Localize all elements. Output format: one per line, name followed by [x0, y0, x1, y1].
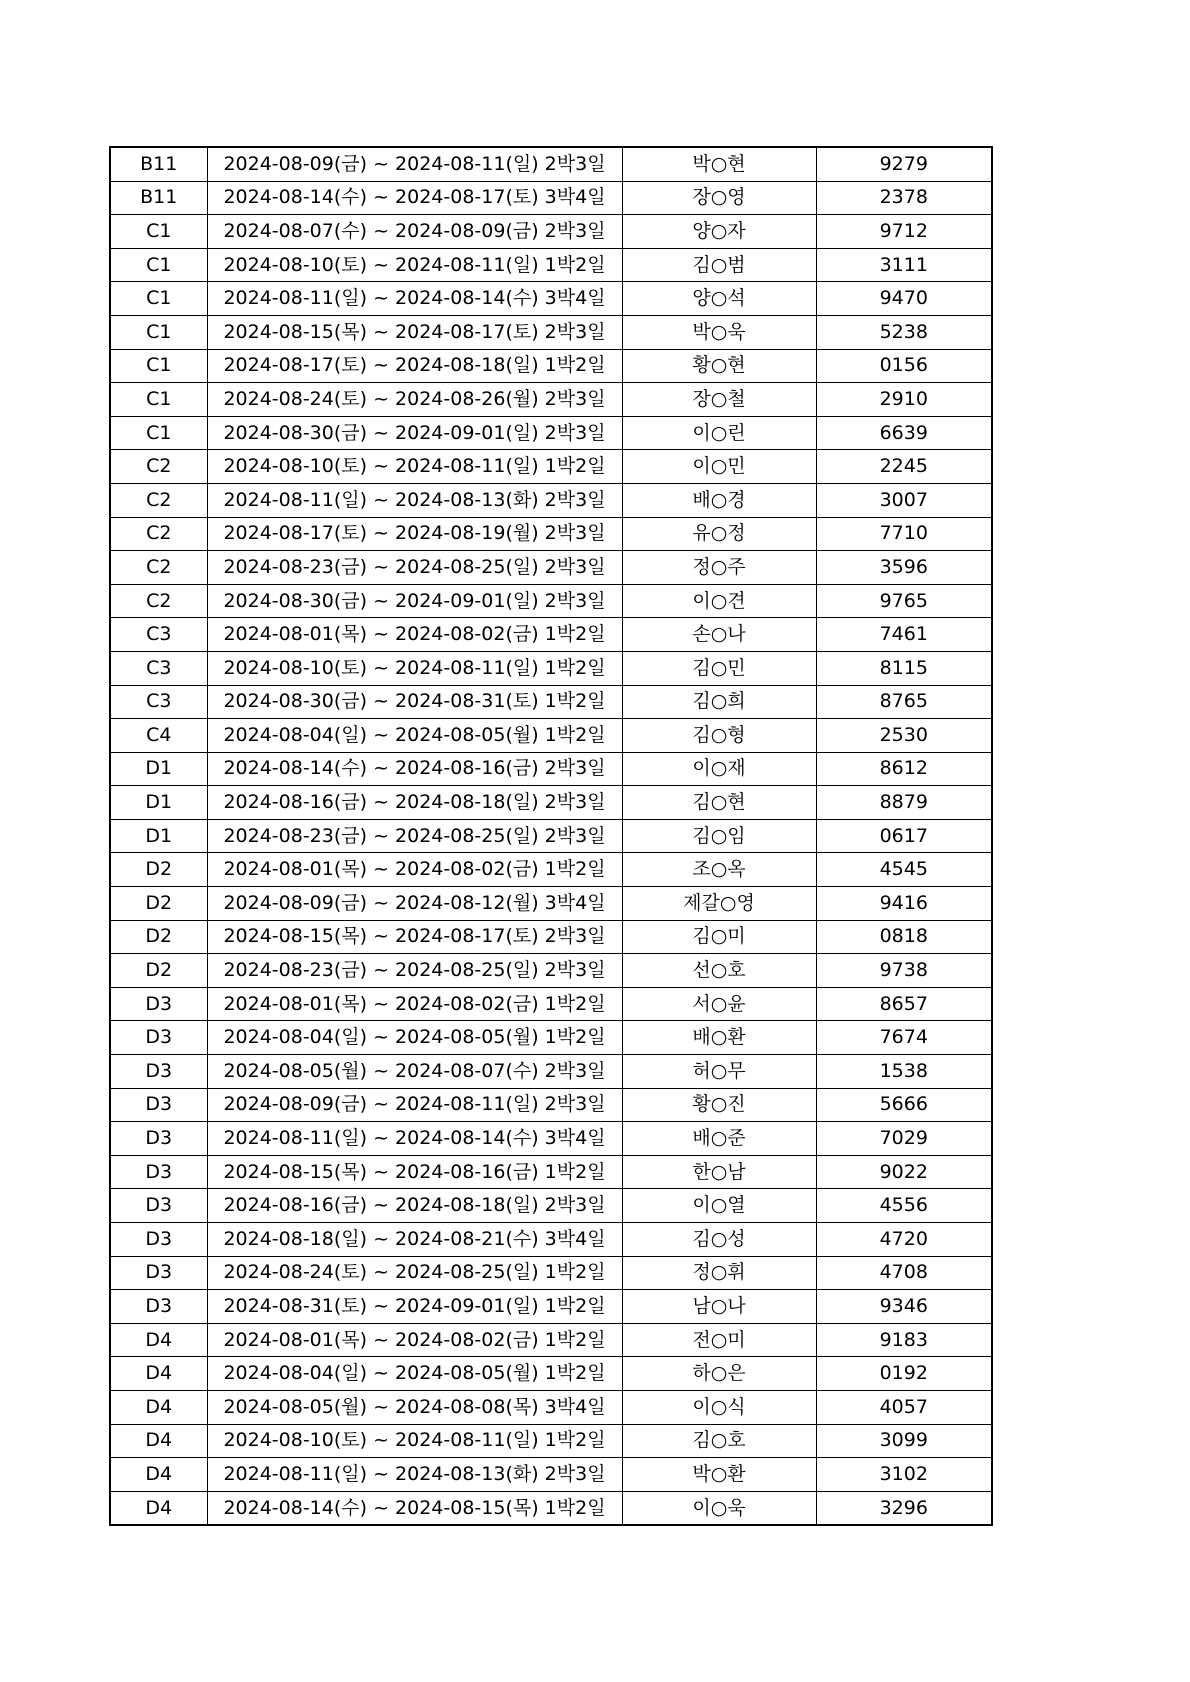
room-cell: B11 [110, 147, 207, 181]
stay-period-cell: 2024-08-15(목) ~ 2024-08-17(토) 2박3일 [207, 315, 622, 349]
table-row [110, 752, 992, 786]
table-row [110, 1122, 992, 1156]
phone-last-digits-cell: 9022 [816, 1155, 992, 1189]
stay-period-cell: 2024-08-23(금) ~ 2024-08-25(일) 2박3일 [207, 954, 622, 988]
phone-last-digits-cell: 7674 [816, 1021, 992, 1055]
stay-period-cell: 2024-08-09(금) ~ 2024-08-11(일) 2박3일 [207, 1088, 622, 1122]
guest-name-cell: 황○진 [622, 1088, 816, 1122]
guest-name-cell: 서○윤 [622, 987, 816, 1021]
guest-name-cell: 박○환 [622, 1458, 816, 1492]
room-cell: D2 [110, 954, 207, 988]
guest-name-cell: 김○범 [622, 248, 816, 282]
stay-period-cell: 2024-08-10(토) ~ 2024-08-11(일) 1박2일 [207, 450, 622, 484]
phone-last-digits-cell: 3111 [816, 248, 992, 282]
room-cell: D3 [110, 1055, 207, 1089]
guest-name-cell: 김○임 [622, 819, 816, 853]
room-cell: C1 [110, 215, 207, 249]
table-row [110, 887, 992, 921]
stay-period-cell: 2024-08-14(수) ~ 2024-08-17(토) 3박4일 [207, 181, 622, 215]
reservation-table-body [110, 147, 992, 1525]
phone-last-digits-cell: 9183 [816, 1323, 992, 1357]
stay-period-cell: 2024-08-23(금) ~ 2024-08-25(일) 2박3일 [207, 551, 622, 585]
table-row [110, 1021, 992, 1055]
stay-period-cell: 2024-08-16(금) ~ 2024-08-18(일) 2박3일 [207, 786, 622, 820]
table-row [110, 248, 992, 282]
guest-name-cell: 남○나 [622, 1290, 816, 1324]
room-cell: D3 [110, 1155, 207, 1189]
phone-last-digits-cell: 3596 [816, 551, 992, 585]
guest-name-cell: 장○영 [622, 181, 816, 215]
stay-period-cell: 2024-08-01(목) ~ 2024-08-02(금) 1박2일 [207, 853, 622, 887]
guest-name-cell: 선○호 [622, 954, 816, 988]
room-cell: C2 [110, 551, 207, 585]
table-row [110, 181, 992, 215]
reservation-table [109, 146, 993, 1526]
guest-name-cell: 이○재 [622, 752, 816, 786]
phone-last-digits-cell: 7029 [816, 1122, 992, 1156]
table-row [110, 1357, 992, 1391]
room-cell: D3 [110, 1189, 207, 1223]
room-cell: D2 [110, 920, 207, 954]
table-row [110, 719, 992, 753]
table-row [110, 1256, 992, 1290]
table-row [110, 1290, 992, 1324]
guest-name-cell: 이○식 [622, 1390, 816, 1424]
room-cell: C2 [110, 483, 207, 517]
room-cell: C1 [110, 383, 207, 417]
table-row [110, 383, 992, 417]
table-row [110, 1323, 992, 1357]
phone-last-digits-cell: 8879 [816, 786, 992, 820]
room-cell: C1 [110, 282, 207, 316]
phone-last-digits-cell: 0192 [816, 1357, 992, 1391]
room-cell: D3 [110, 1122, 207, 1156]
guest-name-cell: 박○현 [622, 147, 816, 181]
table-row [110, 819, 992, 853]
phone-last-digits-cell: 4556 [816, 1189, 992, 1223]
table-row [110, 1088, 992, 1122]
stay-period-cell: 2024-08-23(금) ~ 2024-08-25(일) 2박3일 [207, 819, 622, 853]
table-row [110, 618, 992, 652]
phone-last-digits-cell: 9416 [816, 887, 992, 921]
stay-period-cell: 2024-08-10(토) ~ 2024-08-11(일) 1박2일 [207, 248, 622, 282]
table-row [110, 1189, 992, 1223]
table-row [110, 987, 992, 1021]
table-row [110, 483, 992, 517]
stay-period-cell: 2024-08-04(일) ~ 2024-08-05(월) 1박2일 [207, 1357, 622, 1391]
stay-period-cell: 2024-08-04(일) ~ 2024-08-05(월) 1박2일 [207, 719, 622, 753]
guest-name-cell: 김○희 [622, 685, 816, 719]
phone-last-digits-cell: 8657 [816, 987, 992, 1021]
table-row [110, 1390, 992, 1424]
phone-last-digits-cell: 4708 [816, 1256, 992, 1290]
stay-period-cell: 2024-08-09(금) ~ 2024-08-11(일) 2박3일 [207, 147, 622, 181]
stay-period-cell: 2024-08-11(일) ~ 2024-08-14(수) 3박4일 [207, 282, 622, 316]
phone-last-digits-cell: 7710 [816, 517, 992, 551]
stay-period-cell: 2024-08-11(일) ~ 2024-08-13(화) 2박3일 [207, 483, 622, 517]
table-row [110, 853, 992, 887]
phone-last-digits-cell: 5238 [816, 315, 992, 349]
guest-name-cell: 제갈○영 [622, 887, 816, 921]
stay-period-cell: 2024-08-04(일) ~ 2024-08-05(월) 1박2일 [207, 1021, 622, 1055]
stay-period-cell: 2024-08-05(월) ~ 2024-08-07(수) 2박3일 [207, 1055, 622, 1089]
stay-period-cell: 2024-08-24(토) ~ 2024-08-26(월) 2박3일 [207, 383, 622, 417]
table-row [110, 1458, 992, 1492]
table-row [110, 1055, 992, 1089]
guest-name-cell: 정○휘 [622, 1256, 816, 1290]
room-cell: D3 [110, 1223, 207, 1257]
room-cell: D1 [110, 786, 207, 820]
stay-period-cell: 2024-08-09(금) ~ 2024-08-12(월) 3박4일 [207, 887, 622, 921]
room-cell: D4 [110, 1357, 207, 1391]
stay-period-cell: 2024-08-10(토) ~ 2024-08-11(일) 1박2일 [207, 1424, 622, 1458]
stay-period-cell: 2024-08-24(토) ~ 2024-08-25(일) 1박2일 [207, 1256, 622, 1290]
phone-last-digits-cell: 9765 [816, 584, 992, 618]
guest-name-cell: 김○형 [622, 719, 816, 753]
stay-period-cell: 2024-08-05(월) ~ 2024-08-08(목) 3박4일 [207, 1390, 622, 1424]
guest-name-cell: 하○은 [622, 1357, 816, 1391]
phone-last-digits-cell: 7461 [816, 618, 992, 652]
table-row [110, 1491, 992, 1525]
guest-name-cell: 김○호 [622, 1424, 816, 1458]
guest-name-cell: 배○준 [622, 1122, 816, 1156]
phone-last-digits-cell: 2378 [816, 181, 992, 215]
phone-last-digits-cell: 9738 [816, 954, 992, 988]
stay-period-cell: 2024-08-11(일) ~ 2024-08-14(수) 3박4일 [207, 1122, 622, 1156]
table-row [110, 315, 992, 349]
phone-last-digits-cell: 0156 [816, 349, 992, 383]
stay-period-cell: 2024-08-01(목) ~ 2024-08-02(금) 1박2일 [207, 987, 622, 1021]
guest-name-cell: 박○욱 [622, 315, 816, 349]
room-cell: C3 [110, 651, 207, 685]
table-row [110, 1424, 992, 1458]
room-cell: C3 [110, 685, 207, 719]
room-cell: D3 [110, 1256, 207, 1290]
guest-name-cell: 허○무 [622, 1055, 816, 1089]
stay-period-cell: 2024-08-01(목) ~ 2024-08-02(금) 1박2일 [207, 1323, 622, 1357]
guest-name-cell: 김○성 [622, 1223, 816, 1257]
room-cell: C2 [110, 517, 207, 551]
stay-period-cell: 2024-08-14(수) ~ 2024-08-16(금) 2박3일 [207, 752, 622, 786]
room-cell: D3 [110, 1021, 207, 1055]
stay-period-cell: 2024-08-07(수) ~ 2024-08-09(금) 2박3일 [207, 215, 622, 249]
guest-name-cell: 조○옥 [622, 853, 816, 887]
phone-last-digits-cell: 5666 [816, 1088, 992, 1122]
guest-name-cell: 손○나 [622, 618, 816, 652]
stay-period-cell: 2024-08-18(일) ~ 2024-08-21(수) 3박4일 [207, 1223, 622, 1257]
stay-period-cell: 2024-08-15(목) ~ 2024-08-17(토) 2박3일 [207, 920, 622, 954]
table-row [110, 1223, 992, 1257]
phone-last-digits-cell: 3007 [816, 483, 992, 517]
guest-name-cell: 정○주 [622, 551, 816, 585]
phone-last-digits-cell: 0617 [816, 819, 992, 853]
room-cell: D3 [110, 1290, 207, 1324]
phone-last-digits-cell: 3296 [816, 1491, 992, 1525]
stay-period-cell: 2024-08-01(목) ~ 2024-08-02(금) 1박2일 [207, 618, 622, 652]
room-cell: C4 [110, 719, 207, 753]
table-row [110, 517, 992, 551]
room-cell: C2 [110, 584, 207, 618]
table-row [110, 786, 992, 820]
phone-last-digits-cell: 2910 [816, 383, 992, 417]
guest-name-cell: 배○경 [622, 483, 816, 517]
phone-last-digits-cell: 9712 [816, 215, 992, 249]
phone-last-digits-cell: 9470 [816, 282, 992, 316]
room-cell: C1 [110, 248, 207, 282]
table-row [110, 1155, 992, 1189]
phone-last-digits-cell: 0818 [816, 920, 992, 954]
phone-last-digits-cell: 9279 [816, 147, 992, 181]
phone-last-digits-cell: 3099 [816, 1424, 992, 1458]
room-cell: D4 [110, 1390, 207, 1424]
guest-name-cell: 이○견 [622, 584, 816, 618]
table-row [110, 282, 992, 316]
stay-period-cell: 2024-08-16(금) ~ 2024-08-18(일) 2박3일 [207, 1189, 622, 1223]
phone-last-digits-cell: 6639 [816, 416, 992, 450]
phone-last-digits-cell: 8612 [816, 752, 992, 786]
stay-period-cell: 2024-08-30(금) ~ 2024-09-01(일) 2박3일 [207, 584, 622, 618]
room-cell: D4 [110, 1424, 207, 1458]
room-cell: D3 [110, 987, 207, 1021]
phone-last-digits-cell: 8765 [816, 685, 992, 719]
table-row [110, 584, 992, 618]
phone-last-digits-cell: 4720 [816, 1223, 992, 1257]
table-row [110, 416, 992, 450]
phone-last-digits-cell: 4545 [816, 853, 992, 887]
phone-last-digits-cell: 2530 [816, 719, 992, 753]
room-cell: D4 [110, 1323, 207, 1357]
guest-name-cell: 장○철 [622, 383, 816, 417]
room-cell: D2 [110, 853, 207, 887]
stay-period-cell: 2024-08-30(금) ~ 2024-09-01(일) 2박3일 [207, 416, 622, 450]
table-row [110, 215, 992, 249]
room-cell: C1 [110, 315, 207, 349]
table-row [110, 920, 992, 954]
table-row [110, 450, 992, 484]
room-cell: D1 [110, 819, 207, 853]
phone-last-digits-cell: 9346 [816, 1290, 992, 1324]
room-cell: D1 [110, 752, 207, 786]
table-row [110, 349, 992, 383]
room-cell: C1 [110, 349, 207, 383]
phone-last-digits-cell: 3102 [816, 1458, 992, 1492]
guest-name-cell: 양○자 [622, 215, 816, 249]
stay-period-cell: 2024-08-17(토) ~ 2024-08-18(일) 1박2일 [207, 349, 622, 383]
stay-period-cell: 2024-08-14(수) ~ 2024-08-15(목) 1박2일 [207, 1491, 622, 1525]
guest-name-cell: 이○열 [622, 1189, 816, 1223]
stay-period-cell: 2024-08-31(토) ~ 2024-09-01(일) 1박2일 [207, 1290, 622, 1324]
phone-last-digits-cell: 1538 [816, 1055, 992, 1089]
phone-last-digits-cell: 4057 [816, 1390, 992, 1424]
guest-name-cell: 이○민 [622, 450, 816, 484]
phone-last-digits-cell: 8115 [816, 651, 992, 685]
table-row [110, 147, 992, 181]
room-cell: D4 [110, 1458, 207, 1492]
phone-last-digits-cell: 2245 [816, 450, 992, 484]
guest-name-cell: 이○욱 [622, 1491, 816, 1525]
room-cell: C2 [110, 450, 207, 484]
guest-name-cell: 황○현 [622, 349, 816, 383]
table-row [110, 954, 992, 988]
guest-name-cell: 한○남 [622, 1155, 816, 1189]
table-row [110, 651, 992, 685]
room-cell: D2 [110, 887, 207, 921]
guest-name-cell: 양○석 [622, 282, 816, 316]
guest-name-cell: 이○린 [622, 416, 816, 450]
guest-name-cell: 김○현 [622, 786, 816, 820]
stay-period-cell: 2024-08-10(토) ~ 2024-08-11(일) 1박2일 [207, 651, 622, 685]
stay-period-cell: 2024-08-15(목) ~ 2024-08-16(금) 1박2일 [207, 1155, 622, 1189]
table-row [110, 551, 992, 585]
room-cell: D3 [110, 1088, 207, 1122]
stay-period-cell: 2024-08-30(금) ~ 2024-08-31(토) 1박2일 [207, 685, 622, 719]
guest-name-cell: 전○미 [622, 1323, 816, 1357]
guest-name-cell: 김○민 [622, 651, 816, 685]
room-cell: D4 [110, 1491, 207, 1525]
guest-name-cell: 배○환 [622, 1021, 816, 1055]
room-cell: C1 [110, 416, 207, 450]
guest-name-cell: 유○정 [622, 517, 816, 551]
table-row [110, 685, 992, 719]
stay-period-cell: 2024-08-17(토) ~ 2024-08-19(월) 2박3일 [207, 517, 622, 551]
stay-period-cell: 2024-08-11(일) ~ 2024-08-13(화) 2박3일 [207, 1458, 622, 1492]
guest-name-cell: 김○미 [622, 920, 816, 954]
room-cell: B11 [110, 181, 207, 215]
room-cell: C3 [110, 618, 207, 652]
